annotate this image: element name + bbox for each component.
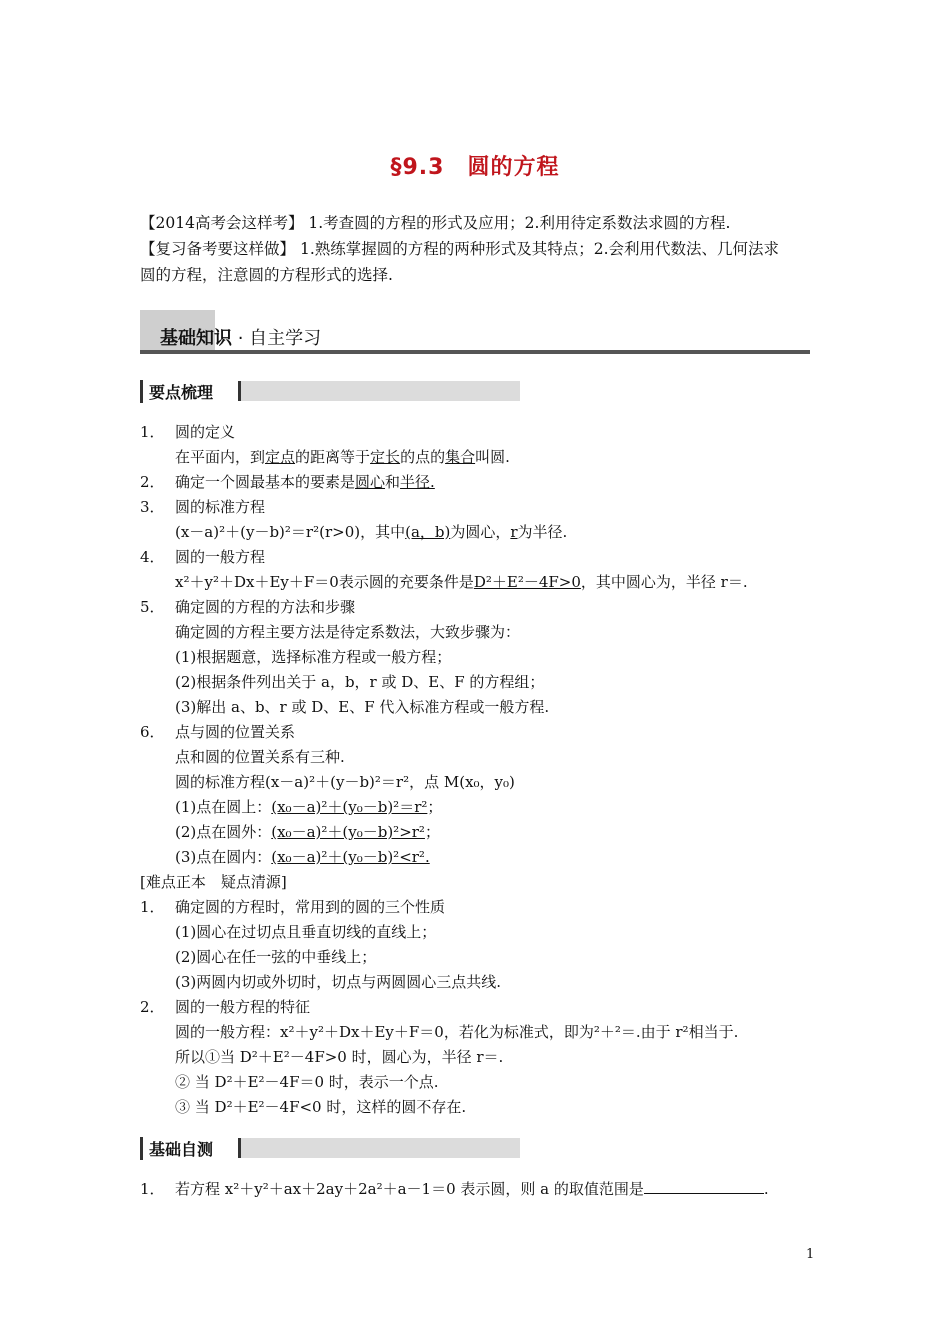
text: 若方程 x²＋y²＋ax＋2ay＋2a²＋a－1＝0 表示圆，则 a 的取值范围是 <box>175 1180 644 1198</box>
answer: 集合 <box>445 448 476 466</box>
item-text <box>175 521 567 542</box>
question-1 <box>140 1178 820 1202</box>
text: . <box>763 1180 769 1198</box>
answer: (x₀－a)²＋(y₀－b)²<r². <box>271 848 430 866</box>
intro-text-1: 1.考查圆的方程的形式及应用；2.利用待定系数法求圆的方程. <box>308 214 731 232</box>
answer-blank[interactable] <box>644 1179 764 1194</box>
item-text: (2)根据条件列出关于 a，b，r 或 D、E、F 的方程组； <box>175 673 545 691</box>
item-text <box>175 571 748 592</box>
item-title: 点与圆的位置关系 <box>175 723 296 741</box>
subsection-bar <box>238 1138 241 1158</box>
text: 为半径. <box>517 523 568 541</box>
item-text: ③ 当 D²＋E²－4F<0 时，这样的圆不存在. <box>175 1098 467 1116</box>
question-number: 1． <box>140 1180 165 1198</box>
item-text: (2)圆心在任一弦的中垂线上； <box>175 948 377 966</box>
item-text: 圆的一般方程：x²＋y²＋Dx＋Ey＋F＝0，若化为标准式，即为²＋²＝.由于 r²相当于. <box>175 1023 739 1041</box>
item-text: (1)圆心在过切点且垂直切线的直线上； <box>175 923 437 941</box>
item-title: 圆的一般方程的特征 <box>175 998 311 1016</box>
answer: (a，b) <box>405 523 451 541</box>
text: 的点的 <box>400 448 446 466</box>
item-text: 点和圆的位置关系有三种. <box>175 748 345 766</box>
text: (2)点在圆外： <box>175 823 272 841</box>
text: ； <box>424 823 440 841</box>
item-number: 1． <box>140 423 165 441</box>
item-text: (1)根据题意，选择标准方程或一般方程； <box>175 648 452 666</box>
subsection-title: 要点梳理 <box>140 380 219 403</box>
item-text: 确定圆的方程主要方法是待定系数法，大致步骤为： <box>175 623 521 641</box>
item-number: 4． <box>140 548 165 566</box>
subsection-header-self-test <box>140 1138 520 1158</box>
subsection-title: 基础自测 <box>140 1137 219 1160</box>
item-title <box>175 471 435 492</box>
page-title: §9.3 圆的方程 <box>390 155 560 180</box>
text: ，其中圆心为，半径 r＝. <box>580 573 748 591</box>
answer: 定点 <box>265 448 296 466</box>
answer: D²＋E²－4F>0 <box>473 573 581 591</box>
answer: (x₀－a)²＋(y₀－b)²>r² <box>271 823 425 841</box>
text: (1)点在圆上： <box>175 798 272 816</box>
section-header-bold: 基础知识 <box>160 328 232 349</box>
item-text: (3)两圆内切或外切时，切点与两圆圆心三点共线. <box>175 973 502 991</box>
difficulty-heading: [难点正本 疑点清源] <box>140 873 287 891</box>
answer: (x₀－a)²＋(y₀－b)²＝r² <box>271 798 428 816</box>
item-number: 2． <box>140 998 165 1016</box>
text: 叫圆. <box>475 448 510 466</box>
answer: 圆心 <box>355 473 386 491</box>
item-title: 确定圆的方程时，常用到的圆的三个性质 <box>175 898 446 916</box>
item-text <box>175 821 440 842</box>
item-number: 1． <box>140 898 165 916</box>
item-number: 5． <box>140 598 165 616</box>
item-text <box>175 796 442 817</box>
item-text: 所以①当 D²＋E²－4F>0 时，圆心为，半径 r＝. <box>175 1048 504 1066</box>
text: (3)点在圆内： <box>175 848 272 866</box>
item-title: 圆的标准方程 <box>175 498 266 516</box>
item-title: 圆的一般方程 <box>175 548 266 566</box>
intro-tag-1: 【2014高考会这样考】 <box>140 214 304 232</box>
question-text <box>175 1178 769 1199</box>
item-title: 圆的定义 <box>175 423 236 441</box>
text: 为圆心， <box>450 523 511 541</box>
text: x²＋y²＋Dx＋Ey＋F＝0表示圆的充要条件是 <box>175 573 474 591</box>
answer: 半径. <box>400 473 435 491</box>
answer: r <box>510 523 518 541</box>
item-title: 确定圆的方程的方法和步骤 <box>175 598 356 616</box>
item-number: 6． <box>140 723 165 741</box>
text: 的距离等于 <box>295 448 371 466</box>
text: 和 <box>385 473 401 491</box>
page-number: 1 <box>806 1247 815 1262</box>
section-header-dot: · <box>232 328 250 349</box>
section-header-rest: 自主学习 <box>249 328 322 349</box>
intro-line-3: 圆的方程，注意圆的方程形式的选择. <box>140 266 393 284</box>
item-text: (3)解出 a、b、r 或 D、E、F 代入标准方程或一般方程. <box>175 698 550 716</box>
item-text: 圆的标准方程(x－a)²＋(y－b)²＝r²，点 M(x₀，y₀) <box>175 773 515 791</box>
item-text <box>175 446 510 467</box>
intro-tag-2: 【复习备考要这样做】 <box>140 240 296 258</box>
item-number: 3． <box>140 498 165 516</box>
item-number: 2． <box>140 473 165 491</box>
item-text <box>175 846 430 867</box>
text: ； <box>427 798 443 816</box>
text: (x－a)²＋(y－b)²＝r²(r>0)，其中 <box>175 523 406 541</box>
text: 确定一个圆最基本的要素是 <box>175 473 356 491</box>
text: 在平面内，到 <box>175 448 266 466</box>
item-text: ② 当 D²＋E²－4F＝0 时，表示一个点. <box>175 1073 439 1091</box>
answer: 定长 <box>370 448 401 466</box>
intro-text-2: 1.熟练掌握圆的方程的两种形式及其特点；2.会利用代数法、几何法求 <box>299 240 780 258</box>
